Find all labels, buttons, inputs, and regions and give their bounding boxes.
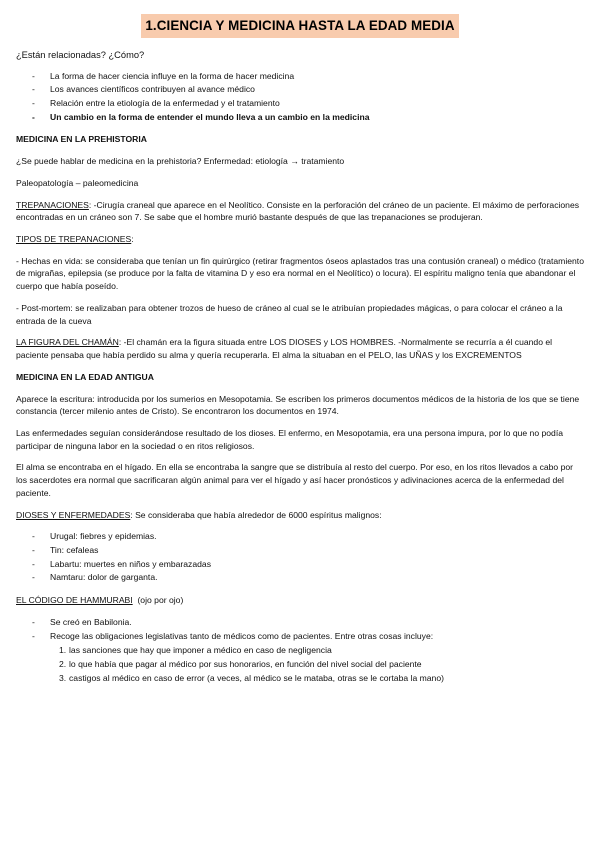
list-item xyxy=(16,672,585,685)
list-item xyxy=(16,644,585,657)
item-text: las sanciones que hay que imponer a médico en caso de negligencia xyxy=(69,645,332,656)
list-item: - Relación entre la etiología de la enfermedad y el tratamiento xyxy=(16,97,585,110)
post-mortem-paragraph: - Post-mortem: se realizaban para obtener trozos de hueso de cráneo al cual se le atribuían propiedades mágicas, o para colocar el cráneo a la entrada de la cueva xyxy=(16,302,563,326)
list-item: - Urugal: fiebres y epidemias. xyxy=(16,530,585,543)
antigua-paragraph-2: Las enfermedades seguían considerándose resultado de los dioses. El enfermo, en Mesopotamia, era una persona impura, por lo que no podía participar de ninguna labor en la sociedad o en ritos religiosos. xyxy=(16,427,564,451)
hammurabi-heading xyxy=(16,594,585,607)
list-item xyxy=(16,658,585,671)
document-body xyxy=(0,49,600,685)
title-wrap xyxy=(0,0,600,38)
page-title: 1.CIENCIA Y MEDICINA HASTA LA EDAD MEDIA xyxy=(141,14,458,38)
section-heading-antigua: MEDICINA EN LA EDAD ANTIGUA xyxy=(16,371,154,382)
hammurabi-note: (ojo por ojo) xyxy=(132,595,184,606)
item-text: lo que había que pagar al médico por sus honorarios, en función del nivel social del paciente xyxy=(69,659,422,670)
en-vida-paragraph: - Hechas en vida: se consideraba que tenían un fin quirúrgico (retirar fragmentos óseos aplastados tras una contusión craneal) o médico (tratamiento de migrañas, epilepsia (se produce por la falta de vitamina D y eso era normal en el Neolítico) o locura). El espíritu maligno tenía que abandonar el cuerpo que había poseído. xyxy=(16,255,584,292)
trepanaciones-text: : -Cirugía craneal que aparece en el Neolítico. Consiste en la perforación del cráneo de un paciente. El máximo de perforaciones encontradas en un cráneo son 7. Se sabe que el hombre murió bastante después de que las trepanaciones se produjeran. xyxy=(16,199,580,223)
dioses-text: : Se consideraba que había alrededor de 6000 espíritus malignos: xyxy=(130,509,382,520)
list-item: - Un cambio en la forma de entender el mundo lleva a un cambio en la medicina xyxy=(16,111,585,124)
chaman-text: : -El chamán era la figura situada entre LOS DIOSES y LOS HOMBRES. -Normalmente se recurría a él cuando el paciente pensaba que había perdido su alma y quería recuperarla. El alma la situaban en el PELO, las UÑAS y los EXCREMENTOS xyxy=(16,337,553,361)
obligaciones-list xyxy=(16,644,585,684)
prehistoria-question: ¿Se puede hablar de medicina en la prehistoria? Enfermedad: etiología → tratamiento xyxy=(16,156,345,167)
list-item: - Se creó en Babilonia. xyxy=(16,616,585,629)
antigua-paragraph-3: El alma se encontraba en el hígado. En ella se encontraba la sangre que se distribuía al resto del cuerpo. Por eso, en los ritos llevados a cabo por los sacerdotes era normal que sacrificaran algún animal para ver el hígado y así hacer pronósticos y adivinaciones acerca de la enfermedad del paciente. xyxy=(16,462,574,498)
tipos-heading xyxy=(16,233,585,246)
list-item: - Recoge las obligaciones legislativas tanto de médicos como de pacientes. Entre otras cosas incluye: xyxy=(16,630,585,643)
paleo-line: Paleopatología – paleomedicina xyxy=(16,177,139,188)
trepanaciones-label: TREPANACIONES xyxy=(16,199,89,210)
chaman-paragraph xyxy=(16,336,585,361)
list-item: - Tin: cefaleas xyxy=(16,544,585,557)
dioses-list xyxy=(16,530,585,584)
relations-list xyxy=(16,70,585,124)
item-number: 3. xyxy=(59,672,67,683)
tipos-label: TIPOS DE TREPANACIONES xyxy=(16,234,132,245)
list-item: - La forma de hacer ciencia influye en la forma de hacer medicina xyxy=(16,70,585,83)
chaman-label: LA FIGURA DEL CHAMÁN xyxy=(16,337,119,348)
dioses-label: DIOSES Y ENFERMEDADES xyxy=(16,509,131,520)
dioses-paragraph xyxy=(16,509,585,522)
item-number: 2. xyxy=(59,659,67,670)
trepanaciones-paragraph xyxy=(16,199,585,224)
list-item: - Labartu: muertes en niños y embarazadas xyxy=(16,558,585,571)
item-text: castigos al médico en caso de error (a veces, al médico se le mataba, otras se le cortaba la mano) xyxy=(69,672,444,683)
hammurabi-list xyxy=(16,616,585,642)
antigua-paragraph-1: Aparece la escritura: introducida por los sumerios en Mesopotamia. Se escriben los primeros documentos médicos de la historia de los que se tiene constancia (tercer milenio antes de Cristo). Se encontraron los documentos en 1974. xyxy=(16,393,580,417)
section-heading-prehistoria: MEDICINA EN LA PREHISTORIA xyxy=(16,134,147,145)
intro-question: ¿Están relacionadas? ¿Cómo? xyxy=(16,49,145,60)
tipos-colon: : xyxy=(131,234,134,245)
list-item: - Namtaru: dolor de garganta. xyxy=(16,571,585,584)
item-number: 1. xyxy=(59,645,67,656)
hammurabi-label: EL CÓDIGO DE HAMMURABI xyxy=(16,595,133,606)
list-item: - Los avances científicos contribuyen al avance médico xyxy=(16,83,585,96)
